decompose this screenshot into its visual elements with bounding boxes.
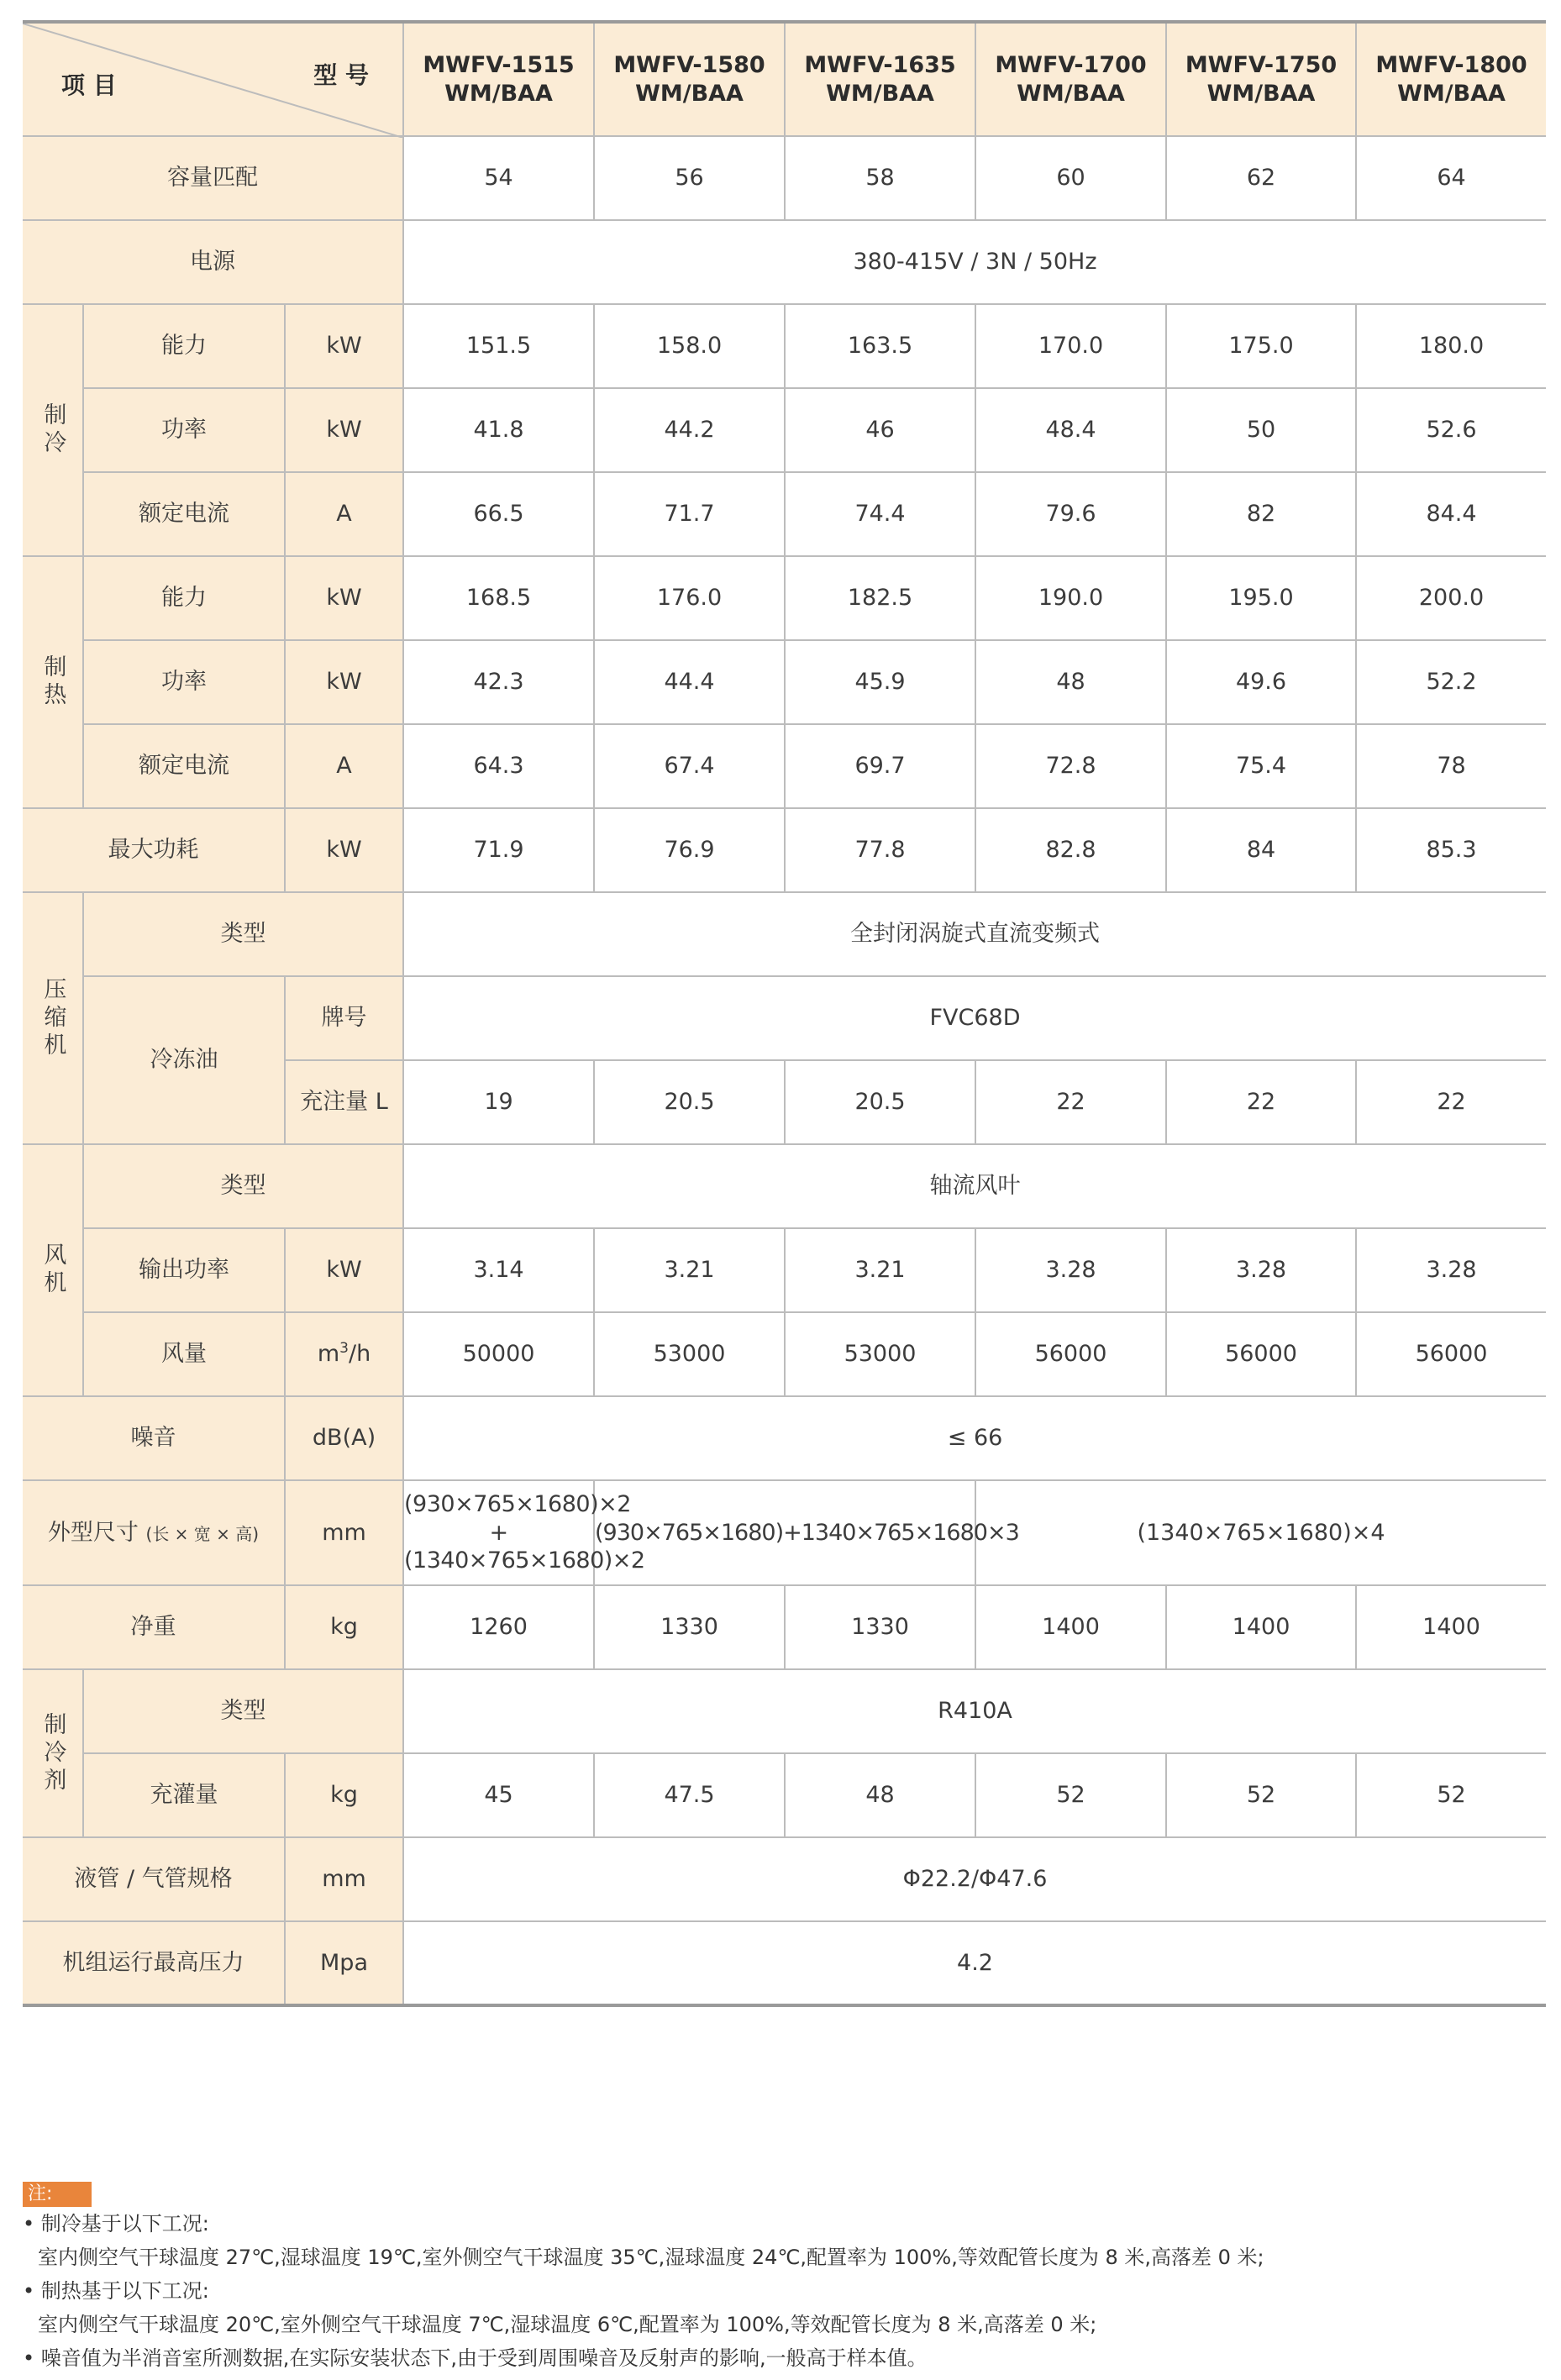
row-fan-type bbox=[23, 1144, 1546, 1228]
value-cell: 84 bbox=[1166, 808, 1356, 892]
row-label: 电源 bbox=[23, 220, 403, 304]
value-cell: 75.4 bbox=[1166, 724, 1356, 808]
value-cell: 77.8 bbox=[785, 808, 975, 892]
value-cell: 56 bbox=[594, 136, 785, 220]
row-capacity-match bbox=[23, 136, 1546, 220]
row-label: 充灌量 bbox=[83, 1753, 285, 1837]
value-cell-merged: Φ22.2/Φ47.6 bbox=[403, 1837, 1546, 1921]
row-fan-airflow bbox=[23, 1312, 1546, 1396]
value-cell: 72.8 bbox=[975, 724, 1166, 808]
value-cell: 3.21 bbox=[785, 1228, 975, 1312]
unit-cell: kg bbox=[285, 1753, 403, 1837]
value-cell: (930×765×1680)×2 +(1340×765×1680)×2 bbox=[403, 1480, 594, 1585]
row-cooling-power bbox=[23, 388, 1546, 472]
row-refrigerant-charge bbox=[23, 1753, 1546, 1837]
value-cell: 1400 bbox=[1166, 1585, 1356, 1669]
row-label: 冷冻油 bbox=[83, 976, 285, 1144]
model-header-cell: MWFV-1750 WM/BAA bbox=[1166, 22, 1356, 136]
value-cell: 22 bbox=[1166, 1060, 1356, 1144]
value-cell-merged: 4.2 bbox=[403, 1921, 1546, 2005]
value-cell: 20.5 bbox=[594, 1060, 785, 1144]
value-cell: 64.3 bbox=[403, 724, 594, 808]
value-cell: 52 bbox=[1356, 1753, 1546, 1837]
value-cell: 1400 bbox=[975, 1585, 1166, 1669]
value-cell: 1330 bbox=[594, 1585, 785, 1669]
row-label: 能力 bbox=[83, 304, 285, 388]
value-cell-merged: 全封闭涡旋式直流变频式 bbox=[403, 892, 1546, 976]
value-cell: 60 bbox=[975, 136, 1166, 220]
value-cell: 22 bbox=[975, 1060, 1166, 1144]
unit-cell: kW bbox=[285, 1228, 403, 1312]
value-cell: 46 bbox=[785, 388, 975, 472]
value-cell: 163.5 bbox=[785, 304, 975, 388]
value-cell: 56000 bbox=[1166, 1312, 1356, 1396]
value-cell: 41.8 bbox=[403, 388, 594, 472]
value-cell: 52.6 bbox=[1356, 388, 1546, 472]
row-heating-capacity bbox=[23, 556, 1546, 640]
group-label-refrigerant: 制冷剂 bbox=[23, 1669, 83, 1837]
value-cell: 180.0 bbox=[1356, 304, 1546, 388]
value-cell: 44.2 bbox=[594, 388, 785, 472]
row-pipe-spec bbox=[23, 1837, 1546, 1921]
value-cell: 53000 bbox=[594, 1312, 785, 1396]
value-cell: 3.28 bbox=[1356, 1228, 1546, 1312]
value-cell: 50 bbox=[1166, 388, 1356, 472]
value-cell: 1330 bbox=[785, 1585, 975, 1669]
model-header-cell: MWFV-1580 WM/BAA bbox=[594, 22, 785, 136]
model-header-label: 型 号 bbox=[313, 61, 370, 89]
spec-table-container bbox=[23, 20, 1546, 2007]
row-label: 净重 bbox=[23, 1585, 285, 1669]
value-cell: 78 bbox=[1356, 724, 1546, 808]
row-label: 风量 bbox=[83, 1312, 285, 1396]
unit-cell: kg bbox=[285, 1585, 403, 1669]
row-label: 液管 / 气管规格 bbox=[23, 1837, 285, 1921]
value-cell: 56000 bbox=[975, 1312, 1166, 1396]
value-cell: 74.4 bbox=[785, 472, 975, 556]
value-cell: 48 bbox=[785, 1753, 975, 1837]
value-cell: 3.14 bbox=[403, 1228, 594, 1312]
value-cell-merged: (1340×765×1680)×4 bbox=[975, 1480, 1546, 1585]
value-cell-merged: (930×765×1680)+1340×765×1680×3 bbox=[594, 1480, 975, 1585]
value-cell: 19 bbox=[403, 1060, 594, 1144]
value-cell: 50000 bbox=[403, 1312, 594, 1396]
value-cell: 79.6 bbox=[975, 472, 1166, 556]
value-cell: 182.5 bbox=[785, 556, 975, 640]
notes-badge-row bbox=[23, 2181, 1546, 2207]
row-cooling-capacity bbox=[23, 304, 1546, 388]
value-cell: 45 bbox=[403, 1753, 594, 1837]
value-cell: 170.0 bbox=[975, 304, 1166, 388]
value-cell: 175.0 bbox=[1166, 304, 1356, 388]
row-label: 机组运行最高压力 bbox=[23, 1921, 285, 2005]
unit-cell: kW bbox=[285, 388, 403, 472]
row-label: 输出功率 bbox=[83, 1228, 285, 1312]
row-label: 外型尺寸 (长 × 宽 × 高) bbox=[23, 1480, 285, 1585]
group-label-compressor: 压缩机 bbox=[23, 892, 83, 1144]
value-cell: 56000 bbox=[1356, 1312, 1546, 1396]
value-cell: 58 bbox=[785, 136, 975, 220]
row-refrigerant-type bbox=[23, 1669, 1546, 1753]
row-label: 类型 bbox=[83, 892, 403, 976]
value-cell: 47.5 bbox=[594, 1753, 785, 1837]
value-cell-merged: 轴流风叶 bbox=[403, 1144, 1546, 1228]
note-line: • 噪音值为半消音室所测数据,在实际安装状态下,由于受到周围噪音及反射声的影响,一般高于样本值。 bbox=[23, 2346, 928, 2370]
value-cell: 82 bbox=[1166, 472, 1356, 556]
unit-cell: Mpa bbox=[285, 1921, 403, 2005]
value-cell: 190.0 bbox=[975, 556, 1166, 640]
row-cooling-current bbox=[23, 472, 1546, 556]
row-heating-power bbox=[23, 640, 1546, 724]
group-label-heating: 制热 bbox=[23, 556, 83, 808]
model-header-cell: MWFV-1700 WM/BAA bbox=[975, 22, 1166, 136]
row-dimensions bbox=[23, 1480, 1546, 1585]
value-cell: 85.3 bbox=[1356, 808, 1546, 892]
row-label: 噪音 bbox=[23, 1396, 285, 1480]
value-cell-merged: 380-415V / 3N / 50Hz bbox=[403, 220, 1546, 304]
value-cell: 1260 bbox=[403, 1585, 594, 1669]
value-cell: 52 bbox=[1166, 1753, 1356, 1837]
value-cell: 42.3 bbox=[403, 640, 594, 724]
header-corner-cell bbox=[23, 22, 403, 136]
value-cell: 69.7 bbox=[785, 724, 975, 808]
unit-cell: dB(A) bbox=[285, 1396, 403, 1480]
unit-cell: A bbox=[285, 472, 403, 556]
note-line: 室内侧空气干球温度 20℃,室外侧空气干球温度 7℃,湿球温度 6℃,配置率为 100%,等效配管长度为 8 米,高落差 0 米; bbox=[38, 2313, 1097, 2336]
note-line: • 制热基于以下工况: bbox=[23, 2279, 209, 2303]
row-max-pressure bbox=[23, 1921, 1546, 2005]
value-cell: 158.0 bbox=[594, 304, 785, 388]
value-cell: 82.8 bbox=[975, 808, 1166, 892]
row-fan-output bbox=[23, 1228, 1546, 1312]
unit-cell: kW bbox=[285, 640, 403, 724]
value-cell: 54 bbox=[403, 136, 594, 220]
value-cell: 200.0 bbox=[1356, 556, 1546, 640]
row-compressor-type bbox=[23, 892, 1546, 976]
value-cell: 53000 bbox=[785, 1312, 975, 1396]
value-cell: 62 bbox=[1166, 136, 1356, 220]
row-label: 能力 bbox=[83, 556, 285, 640]
value-cell: 49.6 bbox=[1166, 640, 1356, 724]
row-label: 额定电流 bbox=[83, 472, 285, 556]
value-cell: 48 bbox=[975, 640, 1166, 724]
row-compressor-oil-brand bbox=[23, 976, 1546, 1060]
row-label: 额定电流 bbox=[83, 724, 285, 808]
spec-table bbox=[23, 20, 1546, 2007]
item-header-label: 项 目 bbox=[61, 71, 117, 99]
model-header-cell: MWFV-1800 WM/BAA bbox=[1356, 22, 1546, 136]
row-max-power bbox=[23, 808, 1546, 892]
value-cell: 71.7 bbox=[594, 472, 785, 556]
value-cell: 64 bbox=[1356, 136, 1546, 220]
value-cell: 176.0 bbox=[594, 556, 785, 640]
row-heating-current bbox=[23, 724, 1546, 808]
value-cell: 1400 bbox=[1356, 1585, 1546, 1669]
unit-cell: kW bbox=[285, 304, 403, 388]
row-label: 类型 bbox=[83, 1669, 403, 1753]
unit-cell: kW bbox=[285, 808, 403, 892]
value-cell: 66.5 bbox=[403, 472, 594, 556]
note-line: • 制冷基于以下工况: bbox=[23, 2212, 209, 2236]
value-cell: 48.4 bbox=[975, 388, 1166, 472]
sub-label: 牌号 bbox=[285, 976, 403, 1060]
value-cell: 3.21 bbox=[594, 1228, 785, 1312]
group-label-cooling: 制冷 bbox=[23, 304, 83, 556]
value-cell-merged: ≤ 66 bbox=[403, 1396, 1546, 1480]
value-cell: 151.5 bbox=[403, 304, 594, 388]
row-net-weight bbox=[23, 1585, 1546, 1669]
row-power-supply bbox=[23, 220, 1546, 304]
row-label: 功率 bbox=[83, 640, 285, 724]
group-label-fan: 风机 bbox=[23, 1144, 83, 1396]
value-cell: 195.0 bbox=[1166, 556, 1356, 640]
value-cell: 84.4 bbox=[1356, 472, 1546, 556]
unit-cell: A bbox=[285, 724, 403, 808]
value-cell: 52 bbox=[975, 1753, 1166, 1837]
unit-cell: $m^3/h$ bbox=[285, 1312, 403, 1396]
value-cell: 71.9 bbox=[403, 808, 594, 892]
sub-label: 充注量 L bbox=[285, 1060, 403, 1144]
row-label: 类型 bbox=[83, 1144, 403, 1228]
note-line: 室内侧空气干球温度 27℃,湿球温度 19℃,室外侧空气干球温度 35℃,湿球温度 24℃,配置率为 100%,等效配管长度为 8 米,高落差 0 米; bbox=[38, 2246, 1264, 2269]
value-cell: 45.9 bbox=[785, 640, 975, 724]
model-header-cell: MWFV-1515 WM/BAA bbox=[403, 22, 594, 136]
header-row bbox=[23, 22, 1546, 136]
model-header-cell: MWFV-1635 WM/BAA bbox=[785, 22, 975, 136]
value-cell: 76.9 bbox=[594, 808, 785, 892]
value-cell: 20.5 bbox=[785, 1060, 975, 1144]
value-cell: 3.28 bbox=[1166, 1228, 1356, 1312]
value-cell: 44.4 bbox=[594, 640, 785, 724]
unit-cell: mm bbox=[285, 1837, 403, 1921]
value-cell: 168.5 bbox=[403, 556, 594, 640]
row-noise bbox=[23, 1396, 1546, 1480]
value-cell: 52.2 bbox=[1356, 640, 1546, 724]
row-label: 功率 bbox=[83, 388, 285, 472]
notes-badge: 注: bbox=[23, 2182, 92, 2207]
value-cell: 3.28 bbox=[975, 1228, 1166, 1312]
notes-section bbox=[23, 2181, 1546, 2375]
row-label: 最大功耗 bbox=[23, 808, 285, 892]
row-label: 容量匹配 bbox=[23, 136, 403, 220]
value-cell: 67.4 bbox=[594, 724, 785, 808]
value-cell-merged: R410A bbox=[403, 1669, 1546, 1753]
value-cell: 22 bbox=[1356, 1060, 1546, 1144]
unit-cell: kW bbox=[285, 556, 403, 640]
value-cell-merged: FVC68D bbox=[403, 976, 1546, 1060]
unit-cell: mm bbox=[285, 1480, 403, 1585]
